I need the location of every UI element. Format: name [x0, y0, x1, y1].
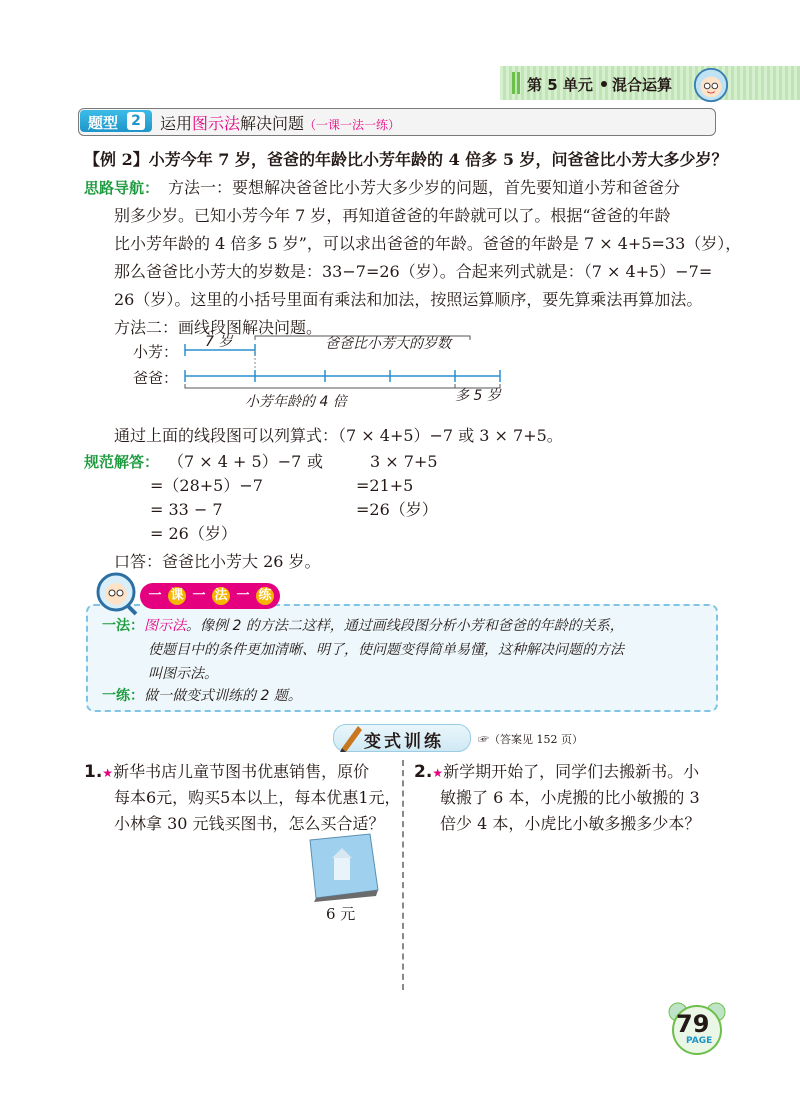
guide-label: 思路导航：	[84, 179, 160, 197]
practice-pill: 课	[168, 587, 186, 605]
unit-label: 第 5 单元	[527, 76, 593, 94]
mascot-icon	[692, 66, 730, 104]
question-2-text: 新学期开始了，同学们去搬新书。小	[443, 762, 700, 781]
or-word: 或	[307, 452, 324, 471]
section-number: 2	[127, 112, 145, 130]
guide-line: 26（岁）。这里的小括号里面有乘法和加法，按照运算顺序，要先算乘法再算加法。	[114, 290, 703, 309]
four-times-label: 小芳年龄的 4 倍	[245, 394, 347, 410]
left-step: （7 × 4 + 5）−7	[168, 452, 302, 471]
section-title	[160, 111, 400, 134]
column-divider	[402, 760, 404, 990]
question-1	[84, 760, 369, 785]
topic-label: 混合运算	[612, 76, 673, 94]
practice-fa-line	[102, 614, 624, 638]
left-step: = 26（岁）	[150, 524, 237, 543]
practice-pill: 法	[212, 587, 230, 605]
section-title-post: 解决问题	[240, 114, 305, 133]
seven-years-label: 7 岁	[205, 334, 233, 350]
fa-text: 。像例 2 的方法二这样，通过画线段图分析小芳和爸爸的年龄的关系，	[186, 618, 624, 634]
xiaofang-label: 小芳：	[133, 343, 179, 361]
lian-text: 做一做变式训练的 2 题。	[144, 688, 302, 704]
practice-pill: 一	[192, 588, 206, 603]
left-step: =（28+5）−7	[150, 476, 263, 495]
practice-pill: 练	[256, 587, 274, 605]
formula-line: 通过上面的线段图可以列算式：（7 × 4+5）−7 或 3 × 7+5。	[114, 426, 563, 445]
baba-label: 爸爸：	[133, 369, 179, 387]
difference-label: 爸爸比小芳大的岁数	[325, 336, 451, 352]
practice-pill: 一	[148, 588, 162, 603]
question-1-text: 每本6元，购买5本以上，每本优惠1元，	[114, 788, 401, 807]
answer-reference-note: ☞（答案见 152 页）	[478, 733, 583, 746]
section-subtitle: （一课一法一练）	[304, 118, 401, 132]
book-price: 6 元	[326, 905, 356, 923]
question-1-text: 新华书店儿童节图书优惠销售，原价	[113, 762, 370, 781]
header-bars-decoration	[512, 72, 522, 94]
guide-line: 那么爸爸比小芳大的岁数是：33−7=26（岁）。合起来列式就是：（7 × 4+5）−7=	[114, 262, 713, 281]
section-title-highlight: 图示法	[192, 114, 241, 133]
question-2-number: 2.	[414, 762, 433, 782]
question-2-text: 倍少 4 本，小虎比小敏多搬多少本？	[440, 814, 701, 833]
guide-line: 方法二：画线段图解决问题。	[114, 318, 323, 337]
practice-pill: 一	[236, 588, 250, 603]
fa-term: 图示法	[144, 618, 186, 634]
right-step: 3 × 7+5	[370, 452, 438, 471]
final-answer: 口答：爸爸比小芳大 26 岁。	[114, 552, 321, 571]
variant-title: 变式训练	[364, 732, 444, 752]
four-times-brace	[185, 384, 455, 388]
left-step: = 33 − 7	[150, 500, 223, 519]
right-step: =21+5	[356, 476, 414, 495]
guide-line: 比小芳年龄的 4 倍多 5 岁”，可以求出爸爸的年龄。爸爸的年龄是 7 × 4+5=33（岁），	[114, 234, 742, 253]
star-icon: ★	[432, 766, 444, 780]
example-label: 【例 2】	[84, 150, 149, 169]
guide-line: 别多少岁。已知小芳今年 7 岁，再知道爸爸的年龄就可以了。根据“爸爸的年龄	[114, 206, 671, 225]
magnifier-mascot-icon	[92, 570, 140, 618]
section-tag: 题型	[88, 114, 119, 132]
right-step: =26（岁）	[356, 500, 438, 519]
fa-text: 叫图示法。	[148, 666, 218, 682]
example-question-text: 小芳今年 7 岁，爸爸的年龄比小芳年龄的 4 倍多 5 岁，问爸爸比小芳大多少岁？	[148, 150, 728, 169]
guide-line: 方法一：要想解决爸爸比小芳大多少岁的问题，首先要知道小芳和爸爸分	[168, 178, 681, 197]
answer-label: 规范解答：	[84, 453, 160, 471]
more-five-label: 多 5 岁	[455, 388, 501, 404]
bullet-dot	[601, 81, 607, 87]
fa-label: 一法：	[102, 618, 144, 634]
star-icon: ★	[102, 766, 114, 780]
page-number: 79	[676, 1010, 710, 1038]
question-2-text: 敏搬了 6 本，小虎搬的比小敏搬的 3	[440, 788, 700, 807]
question-1-text: 小林拿 30 元钱买图书，怎么买合适？	[114, 814, 385, 833]
book-image	[300, 832, 380, 902]
question-2	[414, 760, 699, 785]
question-1-number: 1.	[84, 762, 103, 782]
pencil-icon	[338, 722, 364, 752]
lian-label: 一练：	[102, 688, 144, 704]
example-question	[84, 148, 728, 172]
page-word: PAGE	[686, 1036, 713, 1046]
practice-lian-line	[102, 684, 302, 708]
fa-text: 使题目中的条件更加清晰、明了，使问题变得简单易懂，这种解决问题的方法	[148, 642, 624, 658]
section-title-pre: 运用	[160, 114, 193, 133]
